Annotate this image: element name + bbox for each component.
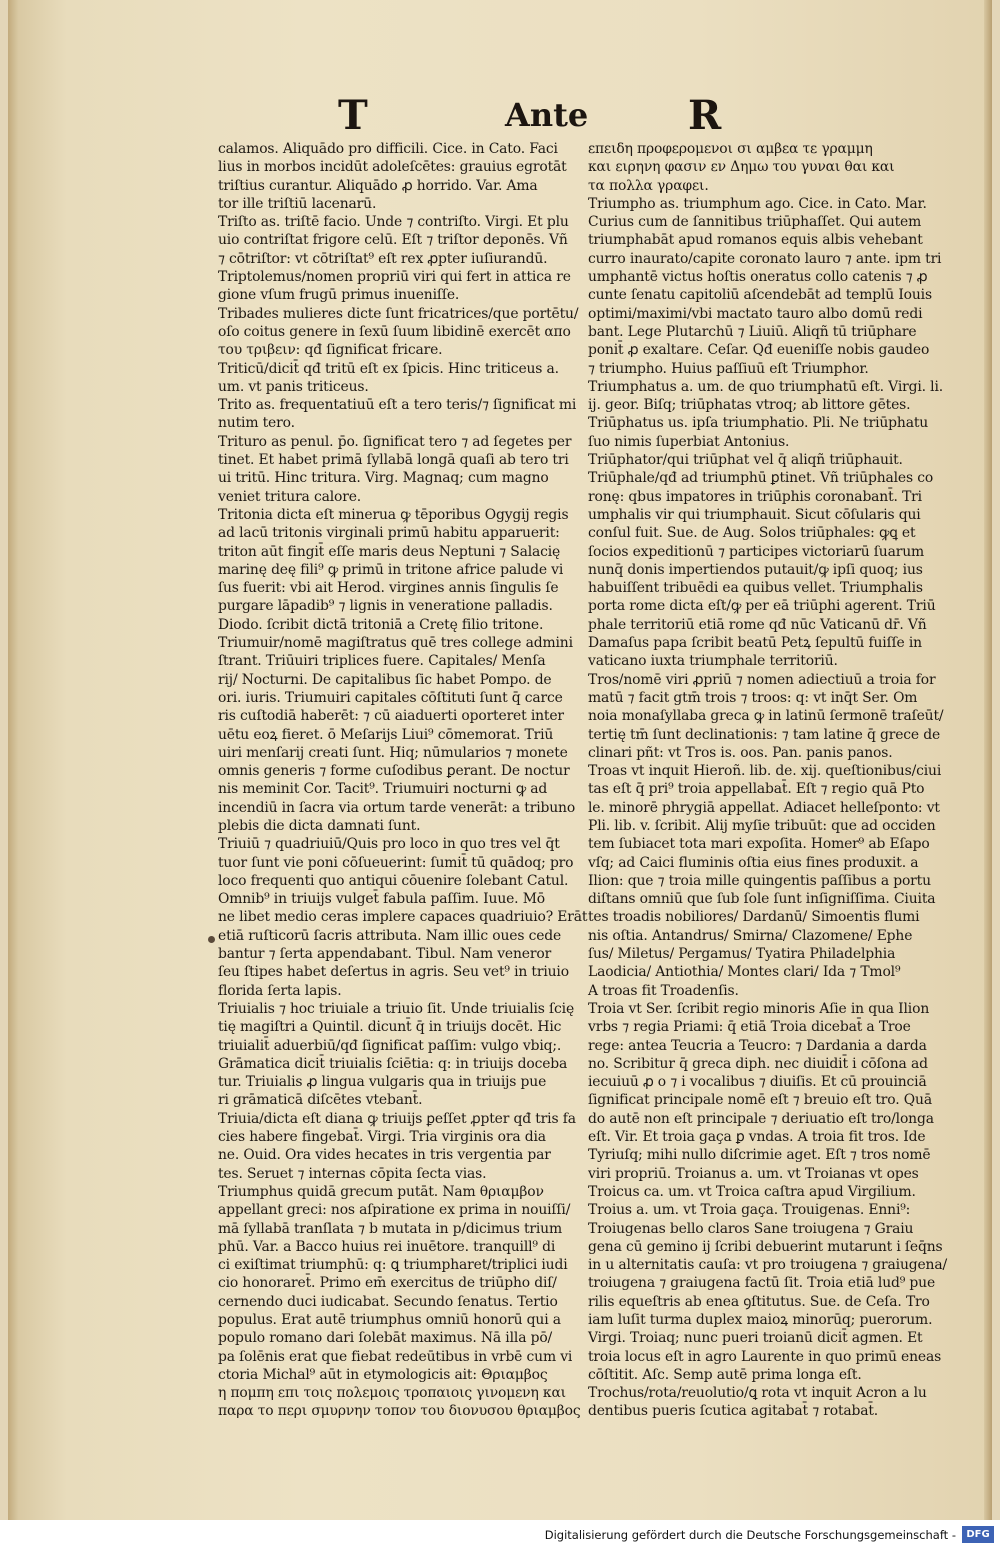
text-line: Triūphale/qđ ad triumphū ꝑtinet. Vñ triūphales co [588,470,934,487]
dfg-logo: DFG [962,1526,994,1543]
text-line: um. vt panis triticeus. [218,378,369,395]
text-line: ij. geor. Biſq; triūphatas vtroq; ab littore gētes. [588,397,911,414]
text-line: viri propriū. Troianus a. um. vt Troianas vt opes [588,1165,919,1182]
text-line: lius in morbos incidūt adoleſcētes: grauius egrotāt [218,159,567,176]
text-line: marinę deę fili⁹ ꝙ primū in tritone africe palude vi [218,561,564,578]
text-line: ſus fuerit: vbi ait Herod. virgines annis ſingulis ſe [218,580,559,597]
text-line: troia locus eſt in agro Laurente in quo primū eneas [588,1348,942,1365]
page-edge-right [984,0,992,1520]
text-line: Trituro as penul. p̄o. ſignificat tero ⁊ ad ſegetes per [218,433,572,450]
text-line: ſocios expeditionū ⁊ participes victoriarū ſuarum [588,543,925,560]
text-line: Tritonia dicta eſt minerua ꝙ tēporibus Ogygij regis [218,506,569,523]
text-line: cernendo duci iudicabat. Secundo ſenatus. Tertio [218,1293,558,1310]
running-head-word: Ante [505,96,589,134]
text-line: vrbs ⁊ regia Priami: q̄ etiā Troia dicebat̄ a Troe [588,1019,911,1036]
text-line: του τριβειν: qđ ſignificat fricare. [218,342,443,359]
text-line: curro inaurato/capite coronato lauro ⁊ ante. ipm tri [588,250,942,267]
text-line: ſuo nimis ſuperbiat Antonius. [588,433,790,450]
text-line: Tyriuſq; mihi nullo diſcrimie aget. Eſt ⁊ tros nomē [588,1147,931,1164]
text-line: iam luſit turma duplex maioꝝ minorūq; puerorum. [588,1312,933,1328]
text-line: Troas vt inquit Hieroñ. lib. de. xij. queſtionibus/ciui [588,763,942,780]
text-line: Trochus/rota/reuolutio/ꝗ rota vt inquit Acron a lu [588,1385,927,1402]
text-line: ne libet medio ceras implere capaces quadriuio? Erāt [218,909,588,926]
text-line: porta rome dicta eſt/ꝙ per eā triūphi agerent. Triū [588,598,936,615]
text-line: Triumuir/nomē magiſtratus quē tres college admini [218,635,573,652]
text-line: tes troadis nobiliores/ Dardanū/ Simoentis flumi [588,909,920,926]
text-line: Triptolemus/nomen propriū viri qui fert in attica re [218,269,571,286]
text-line: le. minorē phrygiā appellat. Adiacet helleſponto: vt [588,799,940,816]
footer-bar [0,1520,1000,1550]
running-head [0,92,1000,142]
text-line: Troicus ca. um. vt Troica caſtra apud Virgilium. [588,1183,916,1200]
text-line: Triumphatus a. um. de quo triumphatū eſt. Virgi. li. [588,378,944,395]
text-line: παρα το περι σμυρνην τοπον του διονυσου θριαμβος [218,1403,581,1420]
text-line: rilis equeſtris ab enea ꝯſtitutus. Sue. de Ceſa. Tro [588,1293,930,1310]
footer-credit: Digitalisierung gefördert durch die Deutsche Forschungsgemeinschaft - [544,1528,956,1542]
text-line: calamos. Aliquādo pro difficili. Cice. in Cato. Faci [218,141,558,157]
text-line: troiugena ⁊ graiugena factū ſit. Troia etiā lud⁹ pue [588,1275,936,1292]
text-line: Triūphatus us. ipſa triumphatio. Pli. Ne triūphatu [588,415,929,432]
text-line: phū. Var. a Bacco huius rei inuētore. tranquill⁹ di [218,1238,556,1255]
text-line: in u alternitatis cauſa: vt pro troiugena ⁊ graiugena/ [588,1257,948,1274]
text-line: Diodo. ſcribit dictā tritoniā a Cretę filio tritone. [218,616,544,633]
text-line: ſtrant. Triūuiri triplices fuere. Capitales/ Menſa [218,653,546,670]
text-line: nutim tero. [218,415,295,432]
text-line: Triuiū ⁊ quadriuiū/Quis pro loco in quo tres vel q̄t [218,836,560,853]
text-line: Triūphator/qui triūphat vel q̄ aliqñ triūphauit. [588,452,903,469]
text-line: Triuia/dicta eſt diana ꝙ triuijs ꝑeſſet ꝓpter qđ tris fa [218,1110,576,1127]
text-line: bant. Lege Plutarchū ⁊ Liuiū. Aliqñ tū triūphare [588,323,917,340]
text-line: rij/ Nocturni. De capitalibus ſic habet Pompo. de [218,671,552,688]
text-line: ori. iuris. Triumuiri capitales cōſtituti ſunt q̄ carce [218,689,563,706]
text-line: etiā ruſticorū ſacris attributa. Nam illic oues cede [218,927,562,944]
text-line: ri grāmaticā diſcētes vtebant̄. [218,1092,423,1109]
text-line: clinari pñt: vt Tros is. oos. Pan. panis panos. [588,744,893,761]
text-line: nis oſtia. Antandrus/ Smirna/ Clazomene/ Ephe [588,927,913,944]
text-line: ⁊ triumpho. Huius paſſiuū eſt Triumphor. [588,360,869,377]
text-line: loco frequenti quo antiqui cōuenire ſolebant Catul. [218,872,569,889]
text-line: tur. Triuialis ꝓ lingua vulgaris qua in triuijs pue [218,1074,547,1091]
text-line: tes. Seruet ⁊ internas cōpita ſecta vias. [218,1165,487,1182]
text-line: Damaſus papa ſcribit beatū Petꝝ ſepultū fuiſſe in [588,635,922,652]
text-line: plebis die dicta damnati ſunt. [218,817,421,834]
text-line: Virgi. Troiaq; nunc pueri troianū dicit̄ agmen. Et [588,1330,923,1347]
text-line: Triumphus quidā grecum putāt. Nam θριαμβον [218,1183,544,1200]
text-line: tas eſt q̄ pri⁹ troia appellabat̄. Eſt ⁊ regio quā Pto [588,781,925,798]
text-line: rege: antea Teucria a Teucro: ⁊ Dardania a darda [588,1037,927,1054]
text-line: florida ſerta lapis. [218,982,342,999]
text-line: appellant greci: nos aſpiratione ex prima in nouiſſi/ [218,1202,571,1219]
text-line: oſo coitus genere in ſexū ſuum libidinē exercēt απο [218,323,571,340]
text-line: ſeu ſtipes habet deſertus in agris. Seu vet⁹ in triuio [218,964,569,981]
text-line: omnis generis ⁊ forme cuſodibus ꝑerant. De noctur [218,763,570,780]
text-line: gione vſum frugū primus inueniſſe. [218,287,460,304]
text-column-right [588,140,948,1421]
text-line: η πομπη επι τοις πολεμοις τροπαιοις γινομενη και [218,1385,566,1402]
text-line: Grāmatica dicit̄ triuialis ſciētia: q: in triuijs doceba [218,1055,568,1072]
text-line: nunq̄ donis impertiendos putauit/ꝙ ipſi quoq; ius [588,561,923,578]
text-line: optimi/maximi/vbi mactato tauro albo domū redi [588,305,923,322]
text-line: umphantē victus hoſtis oneratus collo catenis ⁊ ꝓ [588,269,928,286]
text-line: και ειρηνη φασιν εν Δημω του γυναι θαι και [588,159,895,176]
text-line: ſus/ Miletus/ Pergamus/ Tyatira Philadelphia [588,946,896,963]
text-line: ſignificat principale nomē eſt ⁊ breuio eſt tro. Quā [588,1092,932,1109]
text-line: ad lacū tritonis virginali primū habitu apparuerit: [218,525,560,542]
text-line: triſtius curantur. Aliquādo ꝓ horrido. Var. Ama [218,177,538,194]
text-line: tinet. Et habet primā ſyllabā longā quaſi ab tero tri [218,452,569,469]
text-line: diſtans omniū que ſub ſole ſunt inſigniſſima. Ciuita [588,891,936,908]
text-line: ctoria Michal⁹ aūt in etymologicis ait: Θριαμβος [218,1366,548,1383]
text-line: uētu eoꝝ fieret. ō Meſarijs Liui⁹ cōmemorat. Triū [218,726,554,743]
text-line: tem ſubiacet tota mari expoſita. Homer⁹ ab Eſapo [588,836,930,853]
text-line: no. Scribitur q̄ greca diph. nec diuidit̄ i cōſona ad [588,1055,928,1072]
text-line: Tribades mulieres dicte ſunt fricatrices/que portētu/ [218,305,579,322]
text-line: Troiugenas bello claros Sane troiugena ⁊ Graiu [588,1220,914,1237]
text-line: gena cū gemino ij ſcribi debuerint mutarunt i ſeq̄ns [588,1238,943,1255]
text-line: Tros/nomē viri ꝓpriū ⁊ nomen adiectiuū a troia for [588,671,936,688]
text-line: Triticū/dicit̄ qđ tritū eſt ex ſpicis. Hinc triticeus a. [218,360,559,377]
text-line: tuor ſunt vie poni cōſueuerint: ſumit̄ tū quādoq; pro [218,854,574,871]
text-line: Ilion: que ⁊ troia mille quingentis paſſibus a portu [588,872,931,889]
text-line: noia monaſyllaba greca ꝙ in latinū ſermonē traſeūt/ [588,708,944,725]
text-line: Curius cum de ſannitibus triūphaſſet. Qui autem [588,214,922,231]
text-line: iecuiuū ꝓ o ⁊ i vocalibus ⁊ diuiſis. Et cū prouinciā [588,1074,927,1091]
paper-hole [208,936,215,943]
text-line: επειδη προφερομενοι σι αμβεα τε γραμμη [588,141,873,157]
text-line: cunte ſenatu capitoliū aſcendebāt ad templū Iouis [588,287,932,304]
text-line: triton aūt fingit̄ eſſe maris deus Neptuni ⁊ Salacię [218,543,561,560]
running-head-left-letter: T [338,92,368,139]
text-line: mā ſyllabā tranſlata ⁊ b mutata in p/dicimus trium [218,1220,562,1237]
text-line: triumphabāt apud romanos equis albis vehebant [588,232,923,249]
text-line: Troius a. um. vt Troia gaça. Trouigenas. Enni⁹: [588,1202,911,1219]
text-line: vſq; ad Caici fluminis oſtia eius fines produxit. a [588,854,919,871]
text-line: Trito as. frequentatiuū eſt a tero teris/⁊ ſignificat mi [218,397,577,414]
text-line: ris cuſtodiā haberēt: ⁊ cū aiaduerti oporteret inter [218,708,564,725]
text-line: Pli. lib. v. ſcribit. Alij myſie tribuūt: que ad occiden [588,817,936,834]
text-line: cies habere fingebat̄. Virgi. Tria virginis ora dia [218,1129,546,1146]
text-line: habuiſſent tribuēdi ea quibus vellet. Triumphalis [588,580,923,597]
running-head-right-letter: R [688,92,722,139]
text-line: populus. Erat autē triumphus omniū honorū qui a [218,1312,561,1328]
text-line: Laodicia/ Antiothia/ Montes clari/ Ida ⁊ Tmol⁹ [588,964,901,981]
text-line: uio contriſtat frigore celū. Eſt ⁊ triſtor deponēs. Vñ [218,232,568,249]
text-line: vaticano iuxta triumphale territoriū. [588,653,838,670]
text-line: ci exiſtimat triumphū: q: ꝗ triumpharet/triplici iudi [218,1257,568,1274]
text-line: tertię tm̄ ſunt declinationis: ⁊ tam latine q̄ grece de [588,726,941,743]
text-line: uiri menſarij creati ſunt. Hiq; nūmularios ⁊ monete [218,744,568,761]
text-line: veniet tritura calore. [218,488,362,505]
text-line: pa ſolēnis erat que fiebat redeūtibus in vrbē cum vi [218,1348,573,1365]
page-edge-left [8,0,18,1520]
text-line: incendiū in ſacra via ortum tarde venerāt: a tribuno [218,799,576,816]
text-line: triuialit̄ aduerbiū/qđ ſignificat paſſim: vulgo vbiq;. [218,1037,562,1054]
text-line: A troas fit Troadenſis. [588,982,739,999]
text-line: nis meminit Cor. Tacit⁹. Triumuiri nocturni ꝙ ad [218,781,548,798]
text-line: Triſto as. triſtē facio. Unde ⁊ contriſto. Virgi. Et plu [218,214,569,231]
text-line: Triuialis ⁊ hoc triuiale a triuio ſit. Unde triuialis ſcię [218,1000,575,1017]
text-line: tię magiſtri a Quintil. dicunt̄ q̄ in triuijs docēt. Hic [218,1019,562,1036]
text-line: ui tritū. Hinc tritura. Virg. Magnaq; cum magno [218,470,549,487]
text-line: do autē non eſt principale ⁊ deriuatio eſt tro/longa [588,1110,934,1127]
text-line: conſul fuit. Sue. de Aug. Solos triūphales: ꝙꝗ et [588,525,916,542]
text-line: ne. Ouid. Ora vides hecates in tris vergentia par [218,1147,551,1164]
text-line: cio honoraret̄. Primo em̄ exercitus de triūpho diſ/ [218,1275,557,1292]
text-line: τα πολλα γραφει. [588,177,709,194]
text-line: populo romano dari ſolebāt maximus. Nā illa pō/ [218,1330,553,1347]
text-line: Triumpho as. triumphum ago. Cice. in Cato. Mar. [588,195,927,212]
text-column-left [218,140,590,1421]
text-line: dentibus pueris ſcutica agitabat̄ ⁊ rotabat̄. [588,1403,879,1420]
text-line: matū ⁊ facit gtm̄ trois ⁊ troos: q: vt inq̄t Ser. Om [588,689,918,706]
text-line: cōſtitit. Aſc. Semp autē prima longa eſt. [588,1366,862,1383]
text-line: purgare lāpadib⁹ ⁊ lignis in veneratione palladis. [218,598,553,615]
text-line: Omnib⁹ in triuijs vulget̄ fabula paſſim. Iuue. Mō [218,891,545,908]
text-line: ⁊ cōtriſtor: vt cōtriſtat⁹ eſt rex ꝓpter iuſiurandū. [218,250,548,267]
text-line: umphalis vir qui triumphauit. Sicut cōſularis qui [588,506,921,523]
text-line: bantur ⁊ ſerta appendabant. Tibul. Nam veneror [218,946,552,963]
text-line: ronę: qbus impatores in triūphis coronabant̄. Tri [588,488,922,505]
text-line: ponit̄ ꝓ exaltare. Ceſar. Qđ eueniſſe nobis gaudeo [588,342,930,359]
text-line: phale territoriū etiā rome qđ nūc Vaticanū dr̄. Vñ [588,616,927,633]
text-line: eſt. Vir. Et troia gaça ꝑ vndas. A troia fit tros. Ide [588,1129,926,1146]
text-line: Troia vt Ser. ſcribit regio minoris Aſie in qua Ilion [588,1000,930,1017]
text-line: tor ille triſtiū lacenarū. [218,195,377,212]
